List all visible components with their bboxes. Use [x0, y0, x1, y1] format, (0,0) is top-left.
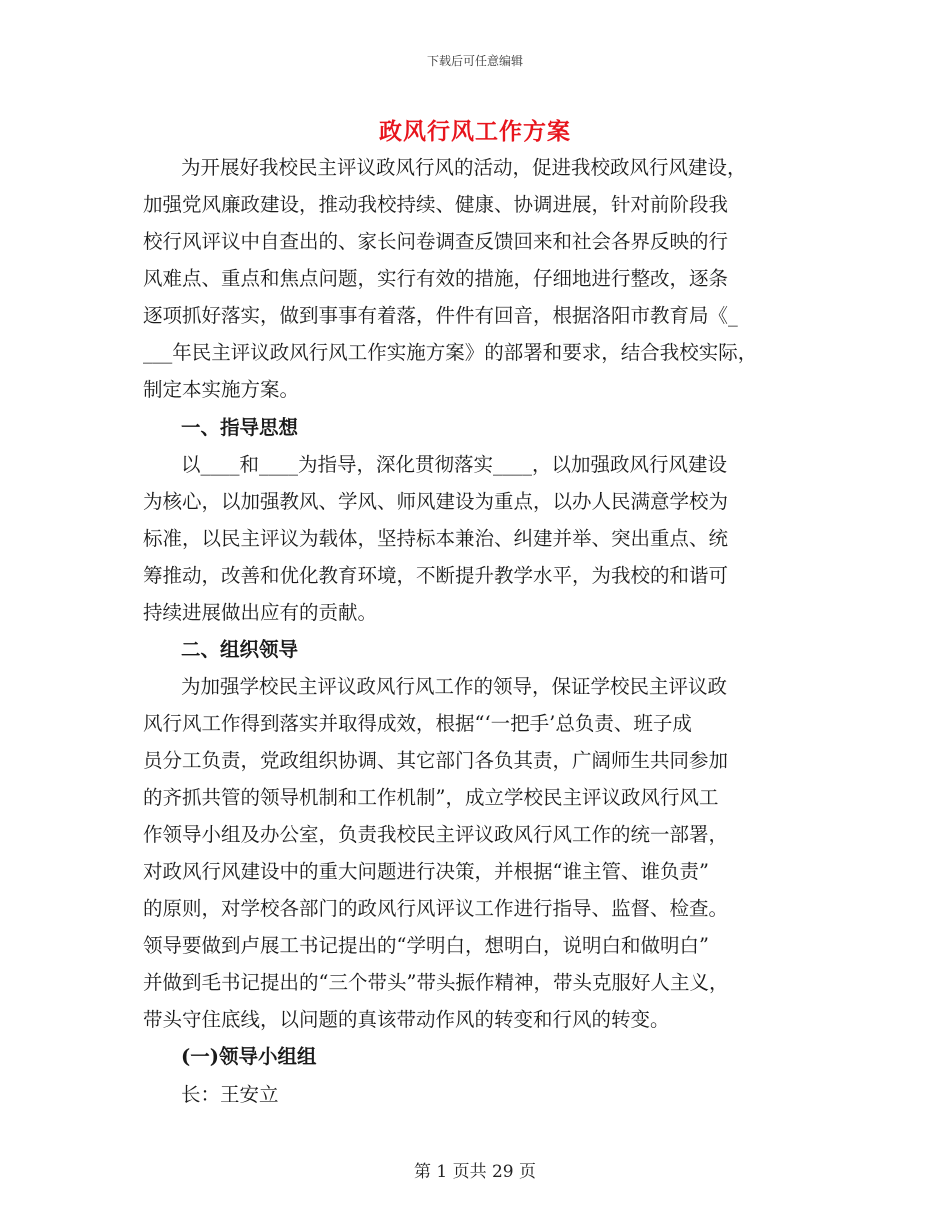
- page-header: 下载后可任意编辑: [426, 54, 523, 68]
- paragraph-line: 为加强学校民主评议政风行风工作的领导，保证学校民主评议政: [181, 675, 728, 698]
- section-heading: 一、指导思想: [181, 416, 299, 439]
- paragraph-line: 持续进展做出应有的贡献。: [143, 601, 378, 624]
- paragraph-line: 标准，以民主评议为载体，坚持标本兼治、纠建并举、突出重点、统: [143, 527, 729, 550]
- paragraph-line: 风难点、重点和焦点问题，实行有效的措施，仔细地进行整改，逐条: [143, 267, 729, 290]
- paragraph-line: 对政风行风建设中的重大问题进行决策，并根据“谁主管、谁负责”: [143, 860, 709, 883]
- section-heading: 二、组织领导: [181, 638, 299, 661]
- paragraph-line: 风行风工作得到落实并取得成效，根据“‘一把手’总负责、班子成: [143, 712, 692, 735]
- paragraph-line: 长：王安立: [181, 1083, 279, 1106]
- paragraph-line: 筹推动，改善和优化教育环境，不断提升教学水平，为我校的和谐可: [143, 564, 729, 587]
- paragraph-line: 并做到毛书记提出的“三个带头”带头振作精神，带头克服好人主义，: [143, 971, 729, 994]
- paragraph-line: 的齐抓共管的领导机制和工作机制”，成立学校民主评议政风行风工: [143, 786, 719, 809]
- document-title: 政风行风工作方案: [379, 118, 571, 145]
- subsection-heading: (一)领导小组组: [181, 1045, 317, 1068]
- paragraph-line: 员分工负责，党政组织协调、其它部门各负其责，广阔师生共同参加: [143, 749, 729, 772]
- paragraph-line: 制定本实施方案。: [143, 378, 300, 401]
- paragraph-line: 领导要做到卢展工书记提出的“学明白，想明白，说明白和做明白”: [143, 934, 709, 957]
- paragraph-line: 为开展好我校民主评议政风行风的活动，促进我校政风行风建设，: [181, 156, 747, 179]
- paragraph-line: 以____和____为指导，深化贯彻落实____，以加强政风行风建设: [181, 453, 728, 476]
- paragraph-line: 带头守住底线，以问题的真该带动作风的转变和行风的转变。: [143, 1008, 670, 1031]
- paragraph-line: 为核心，以加强教风、学风、师风建设为重点，以办人民满意学校为: [143, 490, 729, 513]
- paragraph-line: 逐项抓好落实，做到事事有着落，件件有回音，根据洛阳市教育局《_: [143, 304, 738, 327]
- paragraph-line: ___年民主评议政风行风工作实施方案》的部署和要求，结合我校实际，: [143, 341, 758, 364]
- paragraph-line: 作领导小组及办公室，负责我校民主评议政风行风工作的统一部署，: [143, 823, 729, 846]
- paragraph-line: 的原则，对学校各部门的政风行风评议工作进行指导、监督、检查。: [143, 897, 729, 920]
- page-footer: 第 1 页共 29 页: [413, 1162, 537, 1182]
- paragraph-line: 加强党风廉政建设，推动我校持续、健康、协调进展，针对前阶段我: [143, 193, 729, 216]
- paragraph-line: 校行风评议中自查出的、家长问卷调查反馈回来和社会各界反映的行: [143, 230, 729, 253]
